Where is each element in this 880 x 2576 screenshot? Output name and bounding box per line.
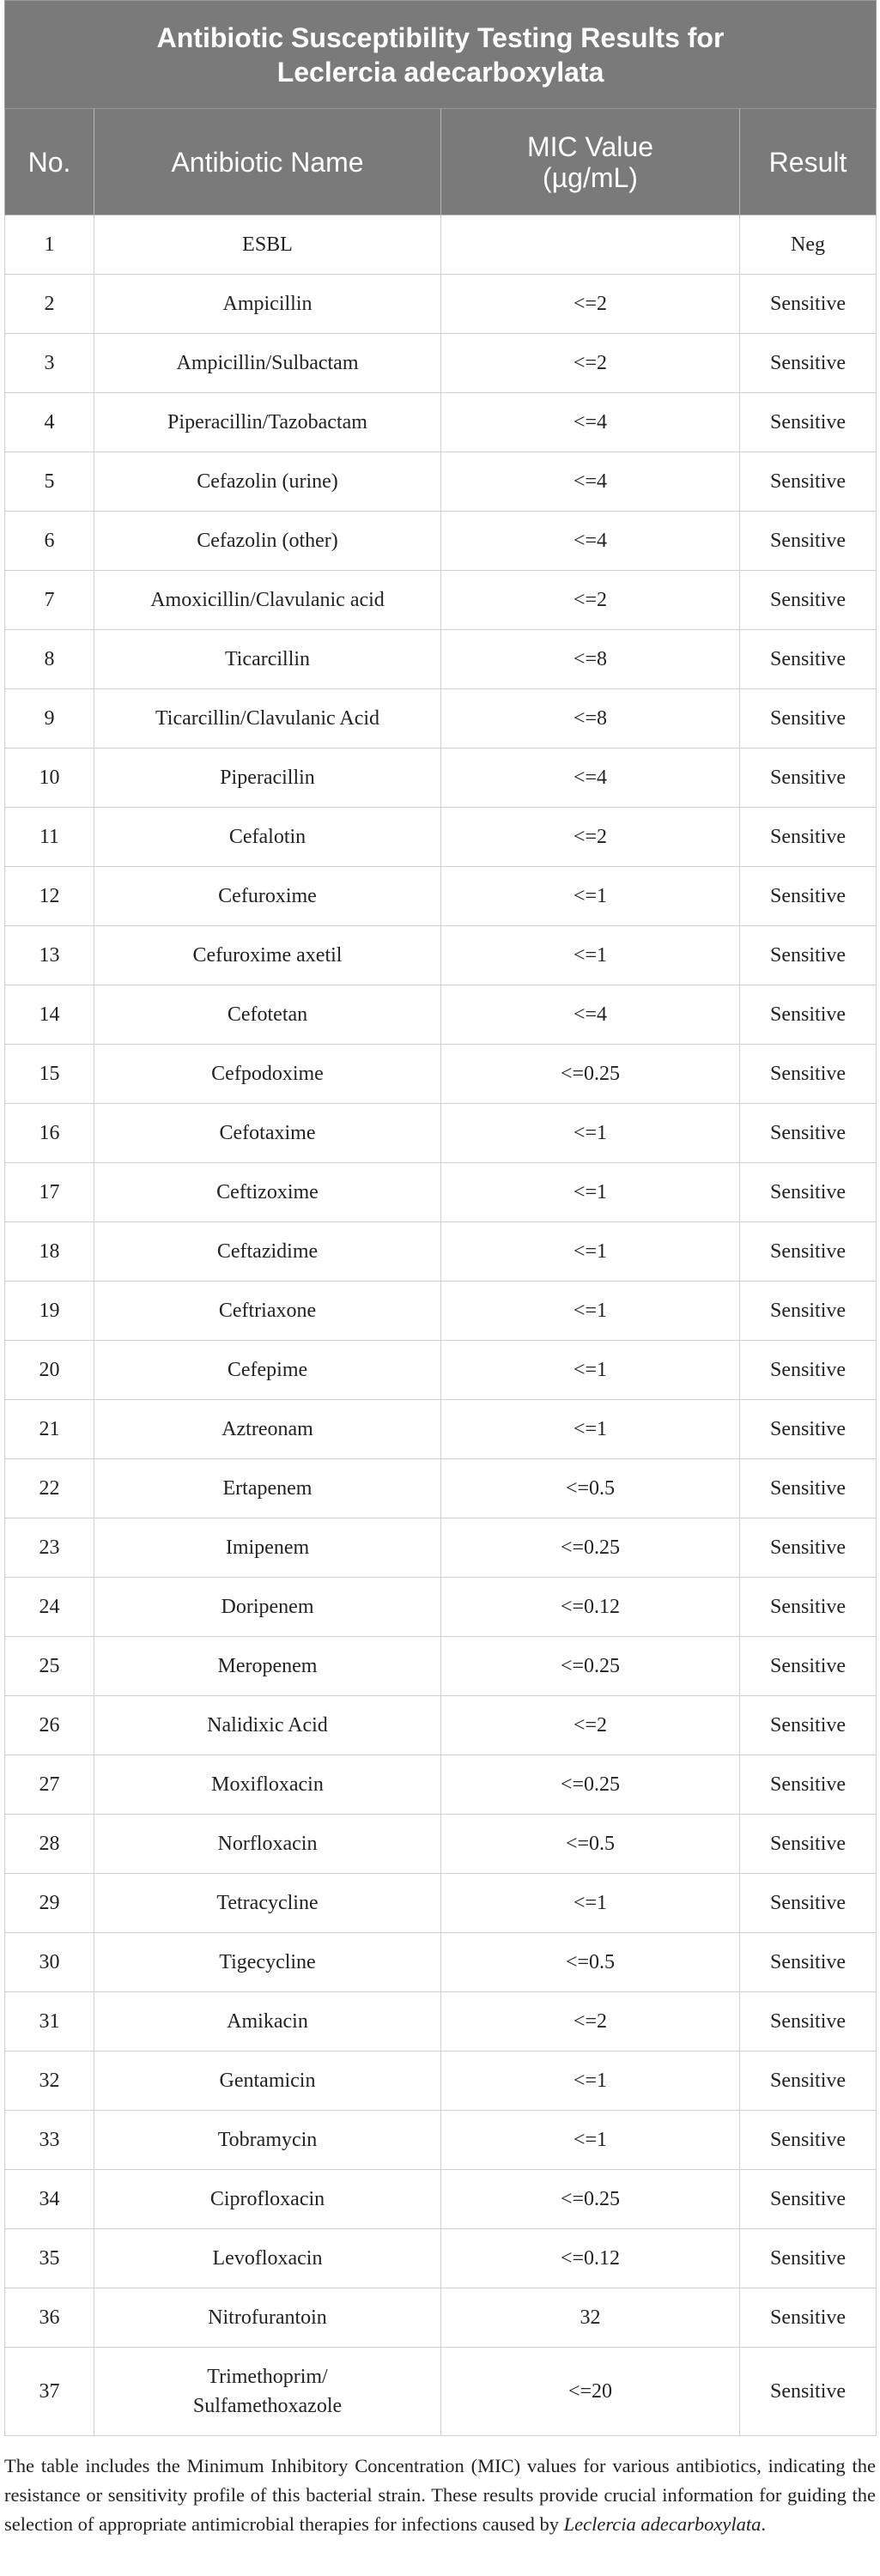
- table-body: [5, 215, 877, 2436]
- cell-antibiotic-name: Tigecycline: [94, 1933, 441, 1992]
- cell-result: Sensitive: [740, 630, 877, 689]
- table-row: [5, 1696, 877, 1755]
- cell-no: 15: [5, 1045, 94, 1104]
- cell-result: Sensitive: [740, 2170, 877, 2229]
- cell-no: 19: [5, 1282, 94, 1341]
- cell-mic-value: <=0.12: [441, 1578, 740, 1637]
- cell-result: Sensitive: [740, 512, 877, 571]
- cell-mic-value: <=1: [441, 1341, 740, 1400]
- table-row: [5, 985, 877, 1045]
- cell-antibiotic-name: Tobramycin: [94, 2111, 441, 2170]
- cell-mic-value: <=1: [441, 867, 740, 926]
- table-row: [5, 1045, 877, 1104]
- cell-result: Sensitive: [740, 1992, 877, 2052]
- cell-antibiotic-name: Aztreonam: [94, 1400, 441, 1459]
- cell-no: 36: [5, 2288, 94, 2348]
- table-row: [5, 275, 877, 334]
- cell-no: 7: [5, 571, 94, 630]
- cell-antibiotic-name: Ceftizoxime: [94, 1163, 441, 1222]
- table-row: [5, 215, 877, 275]
- cell-no: 35: [5, 2229, 94, 2288]
- cell-mic-value: <=4: [441, 985, 740, 1045]
- cell-no: 13: [5, 926, 94, 985]
- cell-no: 28: [5, 1815, 94, 1874]
- cell-antibiotic-name: Ampicillin/Sulbactam: [94, 334, 441, 393]
- cell-antibiotic-name: Ampicillin: [94, 275, 441, 334]
- cell-mic-value: <=0.25: [441, 1518, 740, 1578]
- cell-antibiotic-name: Cefalotin: [94, 808, 441, 867]
- table-row: [5, 1222, 877, 1282]
- table-row: [5, 2111, 877, 2170]
- cell-mic-value: <=2: [441, 571, 740, 630]
- table-row: [5, 1637, 877, 1696]
- cell-result: Sensitive: [740, 571, 877, 630]
- cell-no: 33: [5, 2111, 94, 2170]
- cell-antibiotic-name: Cefazolin (other): [94, 512, 441, 571]
- cell-antibiotic-name: Levofloxacin: [94, 2229, 441, 2288]
- cell-mic-value: <=2: [441, 334, 740, 393]
- footnote-text: The table includes the Minimum Inhibitory Concentration (MIC) values for various antibiotics, indicating the resistance or sensitivity profile of this bacterial strain. These results provide crucial information for guiding the selection of appropriate antimicrobial therapies for infections caused by: [4, 2455, 876, 2535]
- cell-antibiotic-name: Doripenem: [94, 1578, 441, 1637]
- cell-no: 9: [5, 689, 94, 749]
- cell-antibiotic-name: Imipenem: [94, 1518, 441, 1578]
- cell-mic-value: <=0.12: [441, 2229, 740, 2288]
- header-row: [5, 109, 877, 215]
- table-row: [5, 1933, 877, 1992]
- cell-result: Sensitive: [740, 1282, 877, 1341]
- cell-antibiotic-name: Nalidixic Acid: [94, 1696, 441, 1755]
- cell-mic-value: <=8: [441, 630, 740, 689]
- table-row: [5, 334, 877, 393]
- cell-result: Sensitive: [740, 689, 877, 749]
- footnote-organism: Leclercia adecarboxylata: [563, 2513, 762, 2535]
- cell-no: 1: [5, 215, 94, 275]
- cell-mic-value: <=2: [441, 1992, 740, 2052]
- cell-antibiotic-name: Norfloxacin: [94, 1815, 441, 1874]
- cell-no: 17: [5, 1163, 94, 1222]
- susceptibility-table: [4, 0, 877, 2436]
- cell-antibiotic-name: Cefazolin (urine): [94, 452, 441, 512]
- cell-no: 14: [5, 985, 94, 1045]
- cell-antibiotic-name: Nitrofurantoin: [94, 2288, 441, 2348]
- table-row: [5, 2288, 877, 2348]
- cell-antibiotic-name: Cefotetan: [94, 985, 441, 1045]
- cell-mic-value: <=0.25: [441, 1045, 740, 1104]
- cell-result: Sensitive: [740, 808, 877, 867]
- cell-no: 6: [5, 512, 94, 571]
- cell-mic-value: <=20: [441, 2348, 740, 2436]
- cell-antibiotic-name: ESBL: [94, 215, 441, 275]
- cell-antibiotic-name: Amikacin: [94, 1992, 441, 2052]
- cell-mic-value: <=1: [441, 2111, 740, 2170]
- cell-result: Sensitive: [740, 2111, 877, 2170]
- cell-result: Sensitive: [740, 1341, 877, 1400]
- cell-antibiotic-name: Ceftriaxone: [94, 1282, 441, 1341]
- cell-antibiotic-name: Ertapenem: [94, 1459, 441, 1518]
- cell-mic-value: <=0.5: [441, 1933, 740, 1992]
- cell-result: Sensitive: [740, 926, 877, 985]
- table-row: [5, 1104, 877, 1163]
- table-row: [5, 1815, 877, 1874]
- cell-mic-value: <=1: [441, 1163, 740, 1222]
- cell-no: 12: [5, 867, 94, 926]
- cell-no: 23: [5, 1518, 94, 1578]
- cell-no: 11: [5, 808, 94, 867]
- cell-no: 31: [5, 1992, 94, 2052]
- table-row: [5, 2229, 877, 2288]
- table-row: [5, 1755, 877, 1815]
- table-row: [5, 689, 877, 749]
- cell-antibiotic-name: Cefuroxime axetil: [94, 926, 441, 985]
- cell-no: 34: [5, 2170, 94, 2229]
- cell-mic-value: <=1: [441, 1104, 740, 1163]
- cell-result: Sensitive: [740, 452, 877, 512]
- cell-result: Sensitive: [740, 1222, 877, 1282]
- cell-result: Sensitive: [740, 1518, 877, 1578]
- cell-no: 3: [5, 334, 94, 393]
- cell-mic-value: [441, 215, 740, 275]
- header-mic-line1: MIC Value: [526, 130, 653, 162]
- table-row: [5, 1282, 877, 1341]
- cell-result: Sensitive: [740, 2348, 877, 2436]
- footnote-end: .: [761, 2513, 766, 2535]
- cell-result: Sensitive: [740, 2052, 877, 2111]
- cell-antibiotic-name: Meropenem: [94, 1637, 441, 1696]
- cell-mic-value: <=1: [441, 926, 740, 985]
- table-title-line1: Antibiotic Susceptibility Testing Results for: [156, 21, 725, 53]
- cell-mic-value: <=0.25: [441, 1755, 740, 1815]
- cell-mic-value: <=0.5: [441, 1459, 740, 1518]
- cell-result: Sensitive: [740, 1104, 877, 1163]
- cell-no: 29: [5, 1874, 94, 1933]
- cell-mic-value: <=0.25: [441, 1637, 740, 1696]
- cell-antibiotic-name: Cefepime: [94, 1341, 441, 1400]
- cell-antibiotic-name: Ticarcillin/Clavulanic Acid: [94, 689, 441, 749]
- cell-antibiotic-name: Moxifloxacin: [94, 1755, 441, 1815]
- cell-result: Sensitive: [740, 1578, 877, 1637]
- cell-mic-value: <=4: [441, 512, 740, 571]
- cell-result: Sensitive: [740, 1696, 877, 1755]
- cell-mic-value: <=0.25: [441, 2170, 740, 2229]
- cell-mic-value: <=0.5: [441, 1815, 740, 1874]
- table-row: [5, 1459, 877, 1518]
- cell-result: Sensitive: [740, 1637, 877, 1696]
- cell-no: 16: [5, 1104, 94, 1163]
- table-row: [5, 749, 877, 808]
- header-no: No.: [5, 109, 94, 215]
- table-row: [5, 1992, 877, 2052]
- table-row: [5, 808, 877, 867]
- table-row: [5, 2052, 877, 2111]
- cell-result: Sensitive: [740, 1755, 877, 1815]
- cell-result: Sensitive: [740, 867, 877, 926]
- cell-antibiotic-name: Ticarcillin: [94, 630, 441, 689]
- table-row: [5, 571, 877, 630]
- table-title-organism: Leclercia adecarboxylata: [276, 56, 604, 88]
- cell-no: 32: [5, 2052, 94, 2111]
- cell-no: 8: [5, 630, 94, 689]
- cell-antibiotic-name: Trimethoprim/ Sulfamethoxazole: [94, 2348, 441, 2436]
- cell-result: Sensitive: [740, 1459, 877, 1518]
- table-row: [5, 2348, 877, 2436]
- cell-result: Sensitive: [740, 1045, 877, 1104]
- cell-no: 4: [5, 393, 94, 452]
- cell-no: 27: [5, 1755, 94, 1815]
- table-row: [5, 512, 877, 571]
- cell-no: 5: [5, 452, 94, 512]
- cell-no: 20: [5, 1341, 94, 1400]
- table-row: [5, 867, 877, 926]
- table-row: [5, 1578, 877, 1637]
- header-mic-line2: (µg/mL): [543, 161, 638, 193]
- cell-no: 25: [5, 1637, 94, 1696]
- cell-no: 22: [5, 1459, 94, 1518]
- cell-no: 26: [5, 1696, 94, 1755]
- cell-mic-value: 32: [441, 2288, 740, 2348]
- cell-mic-value: <=1: [441, 2052, 740, 2111]
- cell-no: 37: [5, 2348, 94, 2436]
- table-row: [5, 1341, 877, 1400]
- header-mic-value: [441, 109, 740, 215]
- cell-result: Sensitive: [740, 1163, 877, 1222]
- cell-antibiotic-name: Ciprofloxacin: [94, 2170, 441, 2229]
- cell-mic-value: <=8: [441, 689, 740, 749]
- cell-antibiotic-name: Cefuroxime: [94, 867, 441, 926]
- cell-no: 2: [5, 275, 94, 334]
- cell-result: Sensitive: [740, 334, 877, 393]
- cell-mic-value: <=2: [441, 275, 740, 334]
- cell-mic-value: <=4: [441, 749, 740, 808]
- table-row: [5, 393, 877, 452]
- table-row: [5, 2170, 877, 2229]
- table-row: [5, 926, 877, 985]
- cell-result: Sensitive: [740, 1933, 877, 1992]
- cell-result: Neg: [740, 215, 877, 275]
- cell-mic-value: <=1: [441, 1874, 740, 1933]
- cell-no: 10: [5, 749, 94, 808]
- cell-mic-value: <=4: [441, 393, 740, 452]
- cell-result: Sensitive: [740, 393, 877, 452]
- header-result: Result: [740, 109, 877, 215]
- cell-no: 18: [5, 1222, 94, 1282]
- cell-result: Sensitive: [740, 1815, 877, 1874]
- table-footnote: [4, 2452, 876, 2539]
- cell-antibiotic-name: Cefpodoxime: [94, 1045, 441, 1104]
- cell-antibiotic-name: Amoxicillin/Clavulanic acid: [94, 571, 441, 630]
- cell-no: 30: [5, 1933, 94, 1992]
- cell-antibiotic-name: Piperacillin/Tazobactam: [94, 393, 441, 452]
- cell-result: Sensitive: [740, 275, 877, 334]
- cell-result: Sensitive: [740, 2288, 877, 2348]
- cell-result: Sensitive: [740, 985, 877, 1045]
- cell-mic-value: <=1: [441, 1282, 740, 1341]
- cell-no: 21: [5, 1400, 94, 1459]
- cell-result: Sensitive: [740, 1874, 877, 1933]
- table-row: [5, 1518, 877, 1578]
- cell-result: Sensitive: [740, 749, 877, 808]
- table-row: [5, 1163, 877, 1222]
- table-title: [5, 1, 877, 109]
- cell-result: Sensitive: [740, 2229, 877, 2288]
- table-row: [5, 452, 877, 512]
- cell-antibiotic-name: Gentamicin: [94, 2052, 441, 2111]
- cell-mic-value: <=1: [441, 1222, 740, 1282]
- cell-mic-value: <=2: [441, 808, 740, 867]
- table-row: [5, 1400, 877, 1459]
- cell-mic-value: <=1: [441, 1400, 740, 1459]
- cell-mic-value: <=2: [441, 1696, 740, 1755]
- cell-result: Sensitive: [740, 1400, 877, 1459]
- cell-antibiotic-name: Tetracycline: [94, 1874, 441, 1933]
- table-row: [5, 630, 877, 689]
- cell-antibiotic-name: Piperacillin: [94, 749, 441, 808]
- cell-mic-value: <=4: [441, 452, 740, 512]
- cell-antibiotic-name: Cefotaxime: [94, 1104, 441, 1163]
- header-antibiotic-name: Antibiotic Name: [94, 109, 441, 215]
- table-row: [5, 1874, 877, 1933]
- cell-no: 24: [5, 1578, 94, 1637]
- cell-antibiotic-name: Ceftazidime: [94, 1222, 441, 1282]
